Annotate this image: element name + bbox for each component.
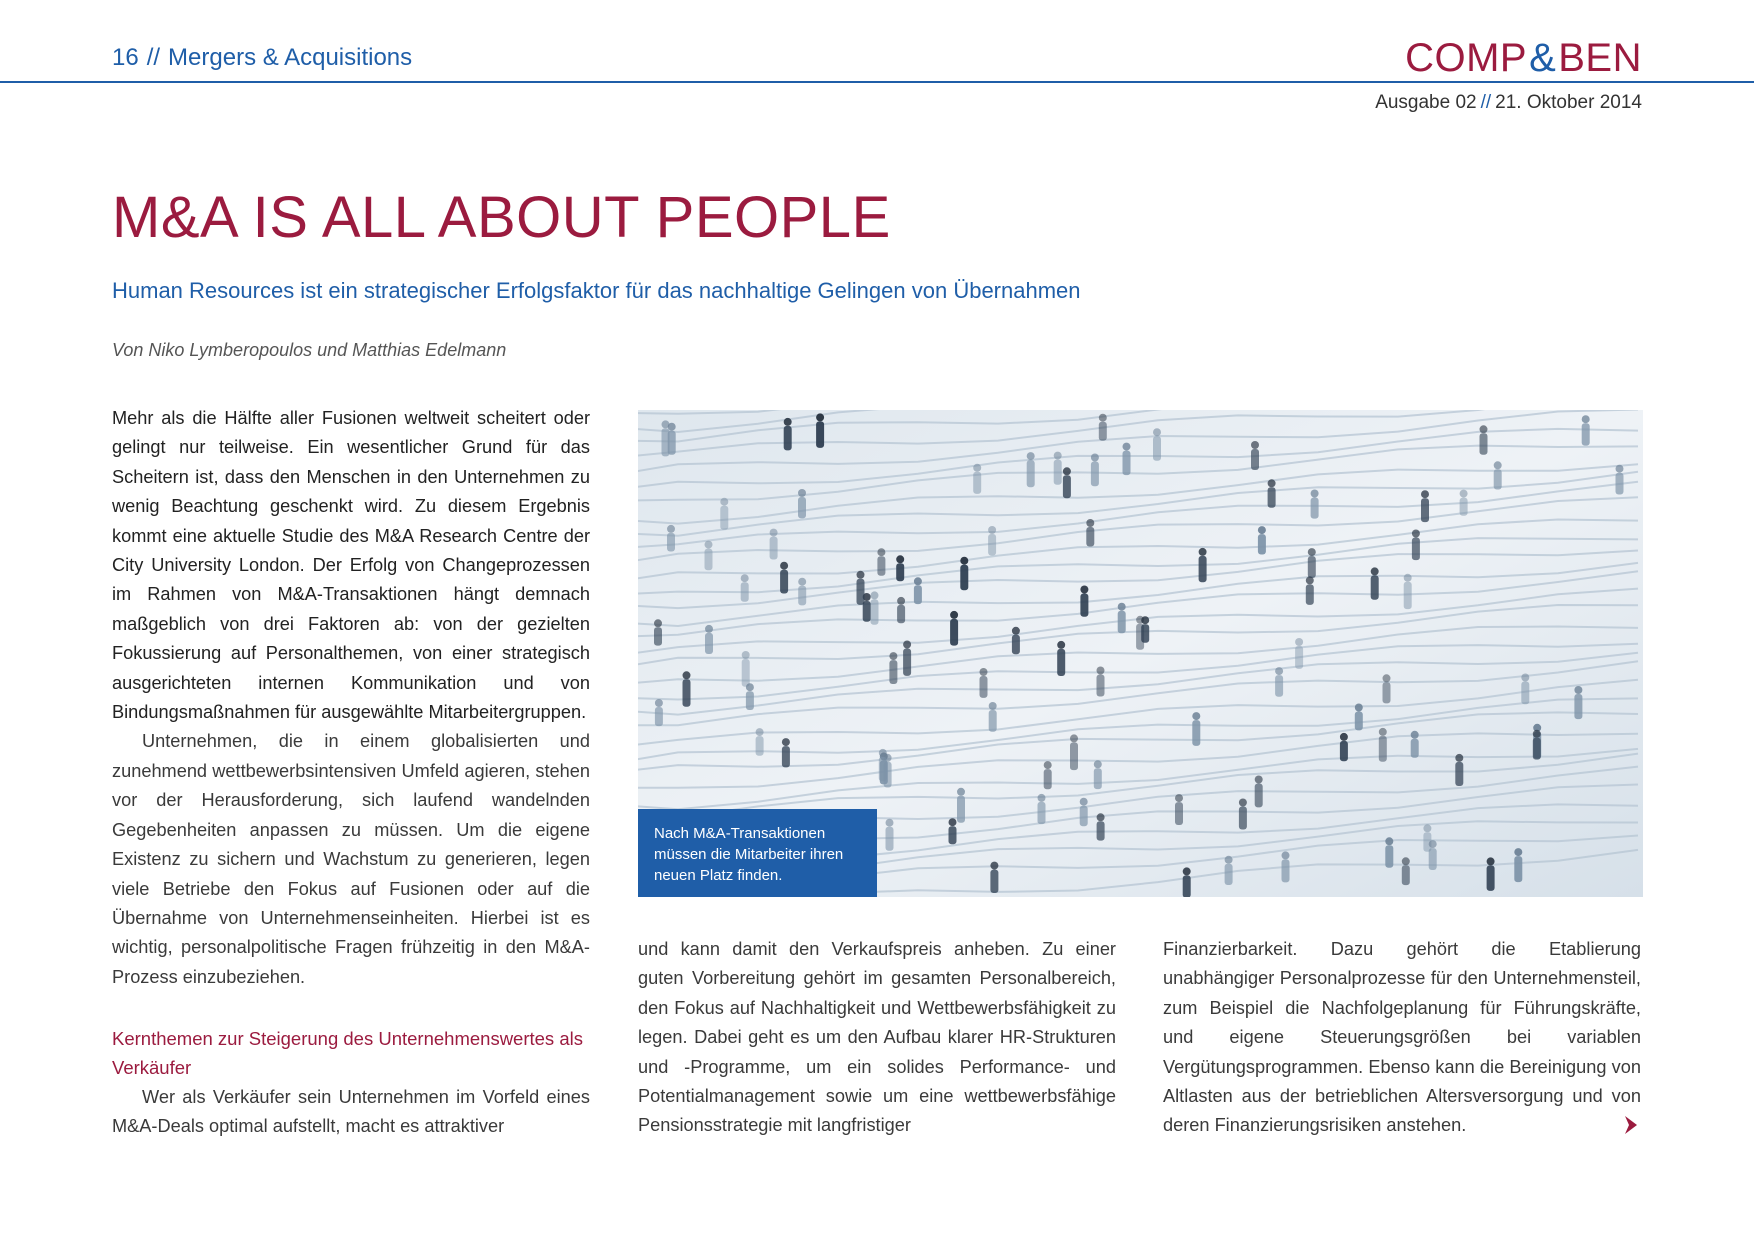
person-figure xyxy=(1136,616,1144,650)
person-figure xyxy=(1311,490,1319,519)
header-rule xyxy=(0,81,1754,83)
person-figure xyxy=(1480,425,1488,455)
caption-line: neuen Platz finden. xyxy=(654,867,783,884)
person-figure xyxy=(798,578,806,606)
brand-ben: BEN xyxy=(1558,36,1642,80)
person-figure xyxy=(1080,586,1088,617)
person-figure xyxy=(1308,548,1316,578)
person-figure xyxy=(782,738,790,767)
person-figure xyxy=(1421,490,1429,522)
body-paragraph: Unternehmen, die in einem globalisierten und zunehmend wettbewerbsintensiven Umfeld agieren, stehen vor der Herausforderung, sich laufend wandelnden Gegebenheiten anpassen zu müssen. Um die eigene Existenz zu sichern und Wachstum zu generieren, legen viele Betriebe den Fokus auf Fusionen oder auf die Übernahme von Unternehmenseinheiten. Hierbei ist es wichtig, personalpolitische Fragen frühzeitig in den M&A-Prozess einzubeziehen. xyxy=(112,731,590,987)
person-figure xyxy=(1091,454,1099,487)
person-figure xyxy=(1094,760,1102,789)
article-column-2 xyxy=(638,935,1116,1141)
person-figure xyxy=(1460,490,1468,516)
person-figure xyxy=(903,641,911,676)
person-figure xyxy=(960,557,968,591)
person-figure xyxy=(1574,686,1582,719)
person-figure xyxy=(1175,794,1183,825)
person-figure xyxy=(896,555,904,581)
brand-comp: COMP xyxy=(1405,36,1528,80)
header-separator: // xyxy=(146,44,161,71)
person-figure xyxy=(1268,479,1276,508)
person-figure xyxy=(980,668,988,698)
person-figure xyxy=(989,702,997,732)
person-figure xyxy=(957,788,965,823)
photo-caption xyxy=(638,809,877,897)
person-figure xyxy=(654,619,662,645)
person-figure xyxy=(705,625,713,654)
person-figure xyxy=(798,489,806,518)
person-figure xyxy=(949,818,957,844)
person-figure xyxy=(720,498,728,530)
person-figure xyxy=(1385,837,1393,867)
person-figure xyxy=(1412,530,1420,561)
body-paragraph: und kann damit den Verkaufspreis anheben. Zu einer guten Vorbereitung gehört im gesamten Personalbereich, den Fokus auf Nachhaltigkeit und Wettbewerbsfähigkeit zu legen. Dabei geht es um den Aufbau klarer HR-Strukturen und -Programme, um ein solides Performance- und Potentialmanagement sowie um eine wettbewerbsfähige Pensionsstrategie mit langfristiger xyxy=(638,939,1116,1136)
person-figure xyxy=(1423,824,1431,852)
person-figure xyxy=(1533,730,1541,760)
body-paragraph: Wer als Verkäufer sein Unternehmen im Vorfeld eines M&A-Deals optimal aufstellt, macht es attraktiver xyxy=(112,1086,590,1137)
person-figure xyxy=(1295,638,1303,669)
person-figure xyxy=(1044,761,1052,789)
person-figure xyxy=(1340,733,1348,761)
person-figure xyxy=(973,464,981,494)
person-figure xyxy=(1429,840,1437,870)
person-figure xyxy=(1070,734,1078,770)
person-figure xyxy=(668,423,676,455)
issue-number: Ausgabe 02 xyxy=(1375,92,1477,113)
person-figure xyxy=(1494,461,1502,489)
issue-separator: // xyxy=(1480,92,1492,113)
person-figure xyxy=(1097,813,1105,840)
person-figure xyxy=(1225,856,1233,885)
person-figure xyxy=(1258,526,1266,554)
article-column-3 xyxy=(1163,935,1641,1141)
person-figure xyxy=(1521,674,1529,705)
person-figure xyxy=(1487,857,1495,891)
person-figure xyxy=(950,611,958,646)
person-figure xyxy=(1239,799,1247,830)
person-figure xyxy=(746,683,754,710)
person-figure xyxy=(1282,851,1290,882)
person-figure xyxy=(988,526,996,556)
person-figure xyxy=(756,728,764,756)
issue-date: 21. Oktober 2014 xyxy=(1495,92,1642,113)
person-figure xyxy=(1371,567,1379,599)
person-figure xyxy=(1012,627,1020,655)
person-figure xyxy=(741,574,749,602)
publication-logo xyxy=(1405,36,1642,81)
intro-paragraph: Mehr als die Hälfte aller Fusionen weltweit scheitert oder gelingt nur teilweise. Ein wesentlicher Grund für das Scheitern ist, dass den Menschen in den Unternehmen zu wenig Beachtung geschenkt wird. Zu diesem Ergebnis kommt eine aktuelle Studie des M&A Research Centre der City University London. Der Erfolg von Changeprozessen im Rahmen von M&A-Transaktionen hängt demnach maßgeblich von drei Faktoren ab: von der gezielten Fokussierung auf Personalthemen, von einer strategisch ausgerichteten internen Kommunikation und von Bindungsmaßnahmen für ausgewählte Mitarbeitergruppen. xyxy=(112,408,590,723)
person-figure xyxy=(1255,776,1263,808)
person-figure xyxy=(1097,667,1105,697)
person-figure xyxy=(1054,452,1062,485)
person-figure xyxy=(1192,712,1200,746)
person-figure xyxy=(1099,414,1107,441)
person-figure xyxy=(1123,443,1131,476)
article-byline: Von Niko Lymberopoulos und Matthias Edelmann xyxy=(112,340,507,360)
caption-line: Nach M&A-Transaktionen xyxy=(654,825,826,842)
person-figure xyxy=(886,819,894,851)
person-figure xyxy=(705,541,713,571)
person-figure xyxy=(1057,641,1065,676)
body-paragraph: Finanzierbarkeit. Dazu gehört die Etablierung unabhängiger Personalprozesse für den Unternehmensteil, zum Beispiel die Nachfolgeplanung für Führungskräfte, und eigene Steuerungsgrößen bei variablen Vergütungsprogrammen. Ebenso kann die Bereinigung von Altlasten aus der betrieblichen Altersversorgung und von deren Finanzierungsrisiken anstehen. xyxy=(1163,939,1641,1136)
article-subtitle: Human Resources ist ein strategischer Erfolgsfaktor für das nachhaltige Gelingen von Übernahmen xyxy=(112,278,1081,303)
person-figure xyxy=(770,529,778,560)
person-figure xyxy=(990,862,998,893)
person-figure xyxy=(914,577,922,604)
article-section-seller xyxy=(112,1024,590,1142)
person-figure xyxy=(1514,848,1522,882)
person-figure xyxy=(1063,467,1071,498)
person-figure xyxy=(1402,857,1410,885)
person-figure xyxy=(1080,798,1088,827)
person-figure xyxy=(879,749,887,781)
person-figure xyxy=(1616,465,1624,495)
person-figure xyxy=(816,413,824,448)
article-column-1 xyxy=(112,404,590,992)
person-figure xyxy=(1306,576,1314,605)
person-figure xyxy=(889,652,897,684)
person-figure xyxy=(1411,731,1419,758)
section-subheading: Kernthemen zur Steigerung des Unternehmenswertes als Verkäufer xyxy=(112,1028,583,1079)
person-figure xyxy=(877,548,885,576)
person-figure xyxy=(1027,452,1035,487)
person-figure xyxy=(1404,574,1412,609)
person-figure xyxy=(1455,754,1463,786)
person-figure xyxy=(1355,704,1363,731)
person-figure xyxy=(1153,428,1161,461)
person-figure xyxy=(784,418,792,451)
person-figure xyxy=(1183,867,1191,897)
person-figure xyxy=(857,571,865,605)
page-number: 16 xyxy=(112,44,139,71)
person-figure xyxy=(1086,519,1094,547)
person-figure xyxy=(780,562,788,594)
person-figure xyxy=(897,597,905,623)
person-figure xyxy=(667,525,675,552)
person-figure xyxy=(1379,728,1387,762)
person-figure xyxy=(1275,667,1283,697)
person-figure xyxy=(742,651,750,687)
brand-ampersand: & xyxy=(1529,36,1557,80)
article-title: M&A IS ALL ABOUT PEOPLE xyxy=(112,185,891,250)
section-title: Mergers & Acquisitions xyxy=(168,44,413,71)
person-figure xyxy=(1251,441,1259,470)
caption-line: müssen die Mitarbeiter ihren xyxy=(654,846,844,863)
issue-info xyxy=(1375,92,1642,114)
person-figure xyxy=(871,591,879,624)
person-figure xyxy=(1038,794,1046,824)
person-figure xyxy=(1582,415,1590,445)
person-figure xyxy=(1383,674,1391,703)
person-figure xyxy=(1199,548,1207,582)
person-figure xyxy=(1118,603,1126,634)
chevron-right-icon xyxy=(1623,1115,1639,1135)
running-header xyxy=(112,44,412,72)
person-figure xyxy=(683,671,691,707)
person-figure xyxy=(655,699,663,726)
